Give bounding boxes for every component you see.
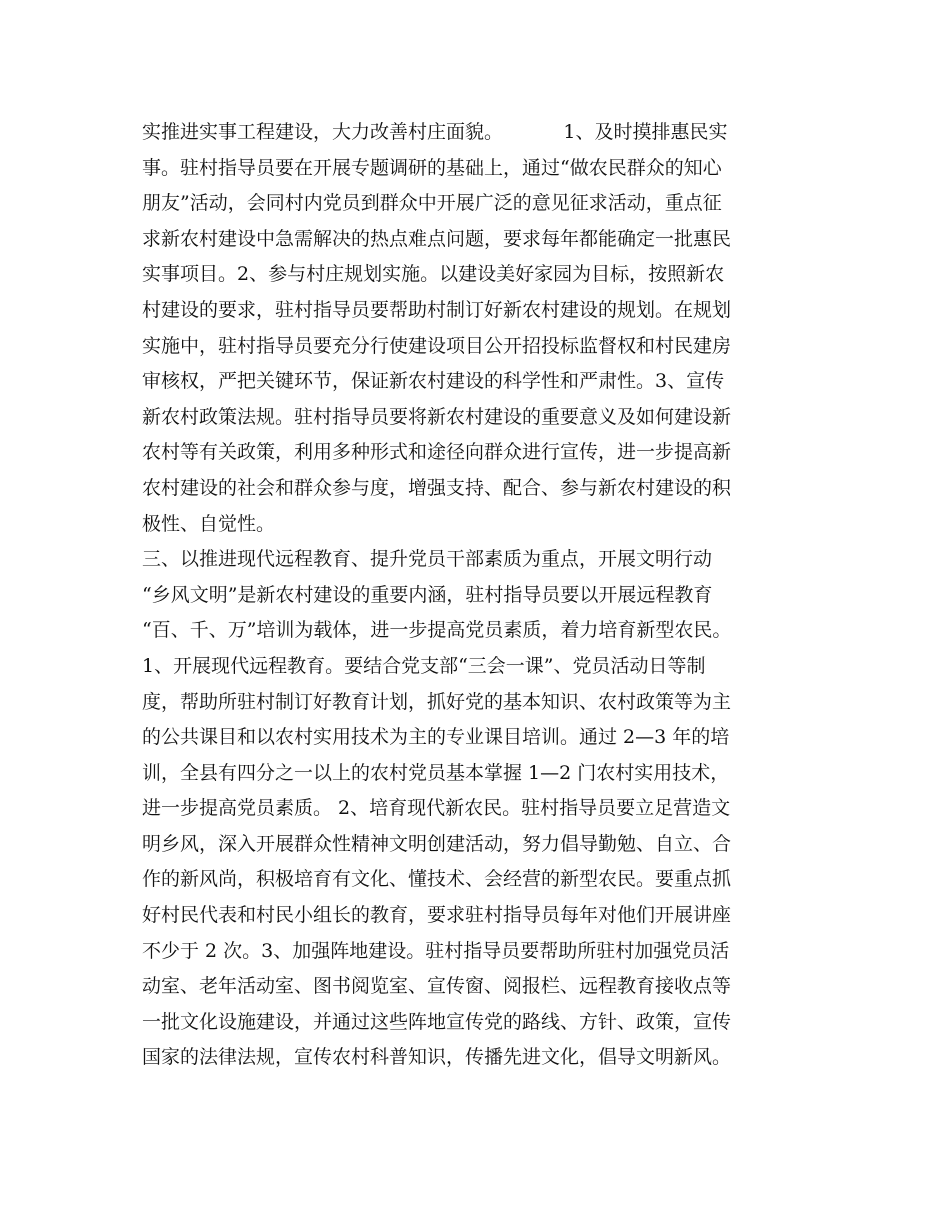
text-line: 新农村政策法规。驻村指导员要将新农村建设的重要意义及如何建设新 bbox=[142, 405, 732, 428]
text-line: 事。驻村指导员要在开展专题调研的基础上，通过“做农民群众的知心 bbox=[142, 156, 722, 179]
text-line: 实推进实事工程建设，大力改善村庄面貌。 1、及时摸排惠民实 bbox=[142, 121, 728, 143]
text-line: 国家的法律法规，宣传农村科普知识，传播先进文化，倡导文明新风。 bbox=[142, 1046, 732, 1069]
text-line: 不少于 2 次。3、加强阵地建设。驻村指导员要帮助所驻村加强党员活 bbox=[142, 939, 730, 962]
text-line: 1、开展现代远程教育。要结合党支部“三会一课”、党员活动日等制 bbox=[142, 654, 706, 677]
text-line: 度，帮助所驻村制订好教育计划，抓好党的基本知识、农村政策等为主 bbox=[142, 690, 732, 713]
text-line: 一批文化设施建设，并通过这些阵地宣传党的路线、方针、政策，宣传 bbox=[142, 1010, 732, 1033]
text-line: 作的新风尚，积极培育有文化、懂技术、会经营的新型农民。要重点抓 bbox=[142, 868, 732, 891]
section-heading: 三、以推进现代远程教育、提升党员干部素质为重点，开展文明行动 bbox=[142, 548, 713, 571]
text-line: 实事项目。2、参与村庄规划实施。以建设美好家园为目标，按照新农 bbox=[142, 263, 725, 286]
text-line: 好村民代表和村民小组长的教育，要求驻村指导员每年对他们开展讲座 bbox=[142, 904, 732, 927]
text-line: “乡风文明”是新农村建设的重要内涵，驻村指导员要以开展远程教育 bbox=[142, 583, 713, 606]
text-line: 实施中，驻村指导员要充分行使建设项目公开招投标监督权和村民建房 bbox=[142, 334, 732, 357]
text-line: 朋友”活动，会同村内党员到群众中开展广泛的意见征求活动，重点征 bbox=[142, 192, 722, 215]
text-line: 动室、老年活动室、图书阅览室、宣传窗、阅报栏、远程教育接收点等 bbox=[142, 975, 732, 998]
text-line: 农村建设的社会和群众参与度，增强支持、配合、参与新农村建设的积 bbox=[142, 476, 732, 499]
text-line: 农村等有关政策，利用多种形式和途径向群众进行宣传，进一步提高新 bbox=[142, 441, 732, 464]
text-line: 极性、自觉性。 bbox=[142, 512, 276, 535]
text-line: 明乡风，深入开展群众性精神文明创建活动，努力倡导勤勉、自立、合 bbox=[142, 832, 732, 855]
text-line: “百、千、万”培训为载体，进一步提高党员素质，着力培育新型农民。 bbox=[142, 619, 732, 642]
text-line: 村建设的要求，驻村指导员要帮助村制订好新农村建设的规划。在规划 bbox=[142, 298, 732, 321]
text-line: 求新农村建设中急需解决的热点难点问题，要求每年都能确定一批惠民 bbox=[142, 227, 732, 250]
text-line: 审核权，严把关键环节，保证新农村建设的科学性和严肃性。3、宣传 bbox=[142, 370, 725, 393]
body-text bbox=[142, 115, 812, 1076]
text-line: 的公共课目和以农村实用技术为主的专业课目培训。通过 2—3 年的培 bbox=[142, 726, 730, 749]
text-line: 训，全县有四分之一以上的农村党员基本掌握 1—2 门农村实用技术， bbox=[142, 761, 730, 784]
text-line: 进一步提高党员素质。 2、培育现代新农民。驻村指导员要立足营造文 bbox=[142, 797, 731, 820]
